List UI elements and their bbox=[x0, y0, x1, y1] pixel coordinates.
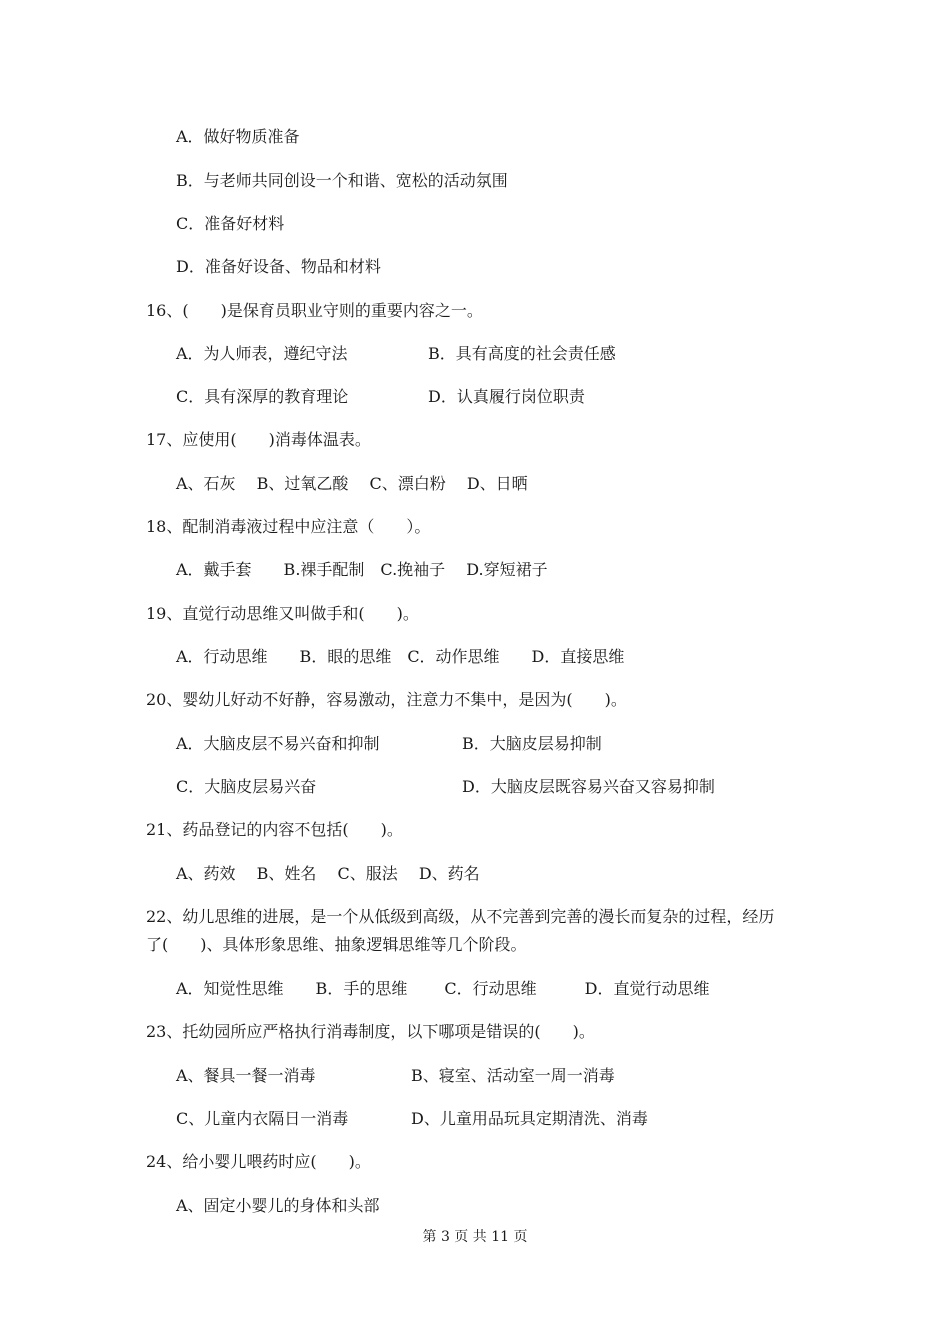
q22-stem-line1: 22、幼儿思维的进展，是一个从低级到高级，从不完善到完善的漫长而复杂的过程，经历 bbox=[146, 907, 775, 926]
q20-option-a: A．大脑皮层不易兴奋和抑制 bbox=[176, 734, 380, 753]
q20-option-d: D．大脑皮层既容易兴奋又容易抑制 bbox=[462, 777, 715, 796]
q23-option-b: B、寝室、活动室一周一消毒 bbox=[411, 1066, 615, 1085]
q18-stem: 18、配制消毒液过程中应注意（ ）。 bbox=[146, 517, 431, 536]
q17-stem: 17、应使用( )消毒体温表。 bbox=[146, 430, 371, 449]
q16-option-d: D．认真履行岗位职责 bbox=[428, 387, 585, 406]
q18-options: A．戴手套 B.裸手配制 C.挽袖子 D.穿短裙子 bbox=[176, 560, 548, 579]
q22-options: A．知觉性思维 B．手的思维 C．行动思维 D．直觉行动思维 bbox=[176, 979, 710, 998]
q19-stem: 19、直觉行动思维又叫做手和( )。 bbox=[146, 604, 419, 623]
q15-option-c: C．准备好材料 bbox=[176, 214, 285, 233]
q20-option-c: C．大脑皮层易兴奋 bbox=[176, 777, 317, 796]
q23-stem: 23、托幼园所应严格执行消毒制度，以下哪项是错误的( )。 bbox=[146, 1022, 595, 1041]
q16-option-b: B．具有高度的社会责任感 bbox=[428, 344, 616, 363]
q19-options: A．行动思维 B．眼的思维 C．动作思维 D．直接思维 bbox=[176, 647, 625, 666]
q16-option-c: C．具有深厚的教育理论 bbox=[176, 387, 349, 406]
q23-option-d: D、儿童用品玩具定期清洗、消毒 bbox=[411, 1109, 648, 1128]
q15-option-b: B．与老师共同创设一个和谐、宽松的活动氛围 bbox=[176, 171, 508, 190]
q23-option-c: C、儿童内衣隔日一消毒 bbox=[176, 1109, 349, 1128]
q15-option-d: D．准备好设备、物品和材料 bbox=[176, 257, 381, 276]
q17-options: A、石灰 B、过氧乙酸 C、漂白粉 D、日晒 bbox=[176, 474, 528, 493]
q20-stem: 20、婴幼儿好动不好静，容易激动，注意力不集中，是因为( )。 bbox=[146, 690, 627, 709]
page-footer: 第 3 页 共 11 页 bbox=[422, 1229, 528, 1245]
q24-stem: 24、给小婴儿喂药时应( )。 bbox=[146, 1152, 371, 1171]
q15-option-a: A．做好物质准备 bbox=[176, 127, 300, 146]
q24-option-a: A、固定小婴儿的身体和头部 bbox=[176, 1196, 380, 1215]
q22-stem-line2: 了( )、具体形象思维、抽象逻辑思维等几个阶段。 bbox=[146, 935, 527, 954]
q23-option-a: A、餐具一餐一消毒 bbox=[176, 1066, 316, 1085]
q21-stem: 21、药品登记的内容不包括( )。 bbox=[146, 820, 403, 839]
q16-stem: 16、( )是保育员职业守则的重要内容之一。 bbox=[146, 301, 483, 320]
q16-option-a: A．为人师表，遵纪守法 bbox=[176, 344, 348, 363]
q21-options: A、药效 B、姓名 C、服法 D、药名 bbox=[176, 864, 480, 883]
q20-option-b: B．大脑皮层易抑制 bbox=[462, 734, 602, 753]
